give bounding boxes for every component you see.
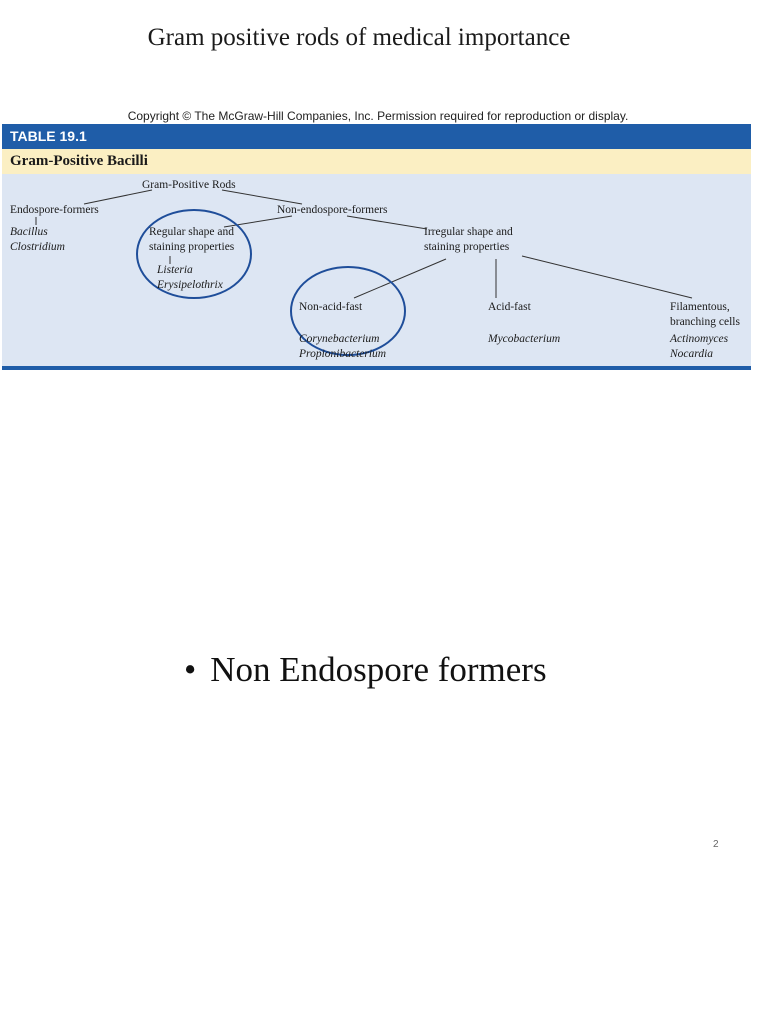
genus-actinomyces: Actinomyces [670,333,729,345]
node-filamentous-line2: branching cells [670,316,740,328]
page-number: 2 [713,839,719,850]
bullet-dot-icon: • [184,650,197,689]
node-irregular-line1: Irregular shape and [424,226,513,238]
node-filamentous-line1: Filamentous, [670,301,730,313]
genus-listeria: Listeria [157,264,193,276]
genus-bacillus: Bacillus [10,226,48,238]
table-figure [2,124,751,370]
node-endospore-formers: Endospore-formers [10,204,99,216]
genus-erysipelothrix: Erysipelothrix [157,279,223,291]
table-bottom-rule [2,366,751,370]
genus-mycobacterium: Mycobacterium [488,333,561,345]
slide-title: Gram positive rods of medical importance [147,24,571,51]
node-acid-fast: Acid-fast [488,301,531,313]
classification-tree [2,174,751,367]
table-label: TABLE 19.1 [2,124,751,149]
node-regular-line1: Regular shape and [149,226,234,238]
table-title: Gram-Positive Bacilli [2,149,751,174]
genus-nocardia: Nocardia [670,348,714,360]
node-root: Gram-Positive Rods [142,179,236,191]
bullet-item [184,650,547,690]
node-non-endospore-formers: Non-endospore-formers [277,204,388,216]
edge-irregular-filamentous [522,256,692,298]
genus-clostridium: Clostridium [10,241,65,253]
node-non-acid-fast: Non-acid-fast [299,301,363,313]
node-irregular-line2: staining properties [424,241,510,253]
node-regular-line2: staining properties [149,241,235,253]
genus-corynebacterium: Corynebacterium [299,333,380,345]
genus-propionibacterium: Propionibacterium [299,348,387,360]
copyright-notice: Copyright © The McGraw-Hill Companies, Inc. Permission required for reproduction or display. [127,109,629,123]
bullet-text: Non Endospore formers [210,650,547,689]
